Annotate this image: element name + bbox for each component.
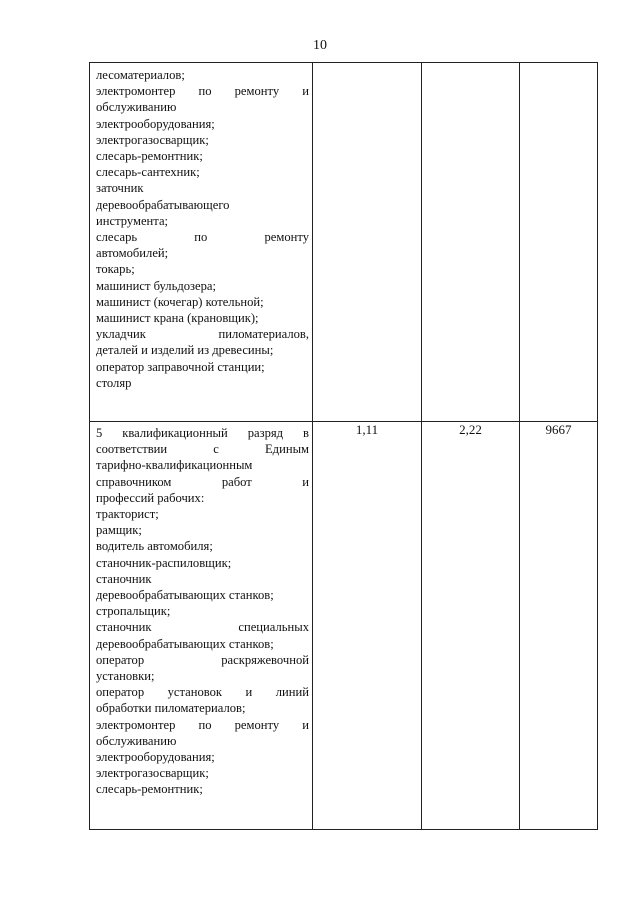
description-line: заточник (96, 181, 144, 196)
description-line: слесарь-ремонтник; (96, 149, 203, 163)
salary-cell: 9667 (520, 422, 598, 830)
profession-description-cell (90, 422, 313, 830)
description-line: укладчик пиломатериалов, (96, 327, 309, 342)
description-line: обслуживанию (96, 100, 177, 115)
description-line: электромонтер по ремонту и (96, 717, 309, 732)
description-line: установки; (96, 668, 155, 683)
description-line: деревообрабатывающего (96, 197, 230, 212)
description-line: электрогазосварщик; (96, 766, 209, 781)
description-line: станочник-распиловщик; (96, 555, 232, 570)
description-line: тарифно-квалификационным (96, 458, 253, 473)
description-line: машинист бульдозера; (96, 278, 216, 293)
description-line: водитель автомобиля; (96, 539, 213, 554)
description-line: справочником работ и (96, 474, 309, 489)
description-line: электромонтер по ремонту и (96, 84, 309, 99)
description-line: деталей и изделий из древесины; (96, 343, 274, 358)
description-line: обработки пиломатериалов; (96, 701, 246, 716)
description-line: оператор раскряжевочной (96, 652, 309, 667)
salary-table (89, 62, 598, 830)
description-line: рамщик; (96, 523, 142, 538)
description-line: слесарь по ремонту (96, 230, 309, 245)
description-line: машинист (кочегар) котельной; (96, 294, 264, 309)
description-line: слесарь-ремонтник; (96, 782, 203, 797)
description-line: электрогазосварщик; (96, 132, 209, 147)
description-line: соответствии с Единым (96, 442, 309, 457)
description-line: токарь; (96, 262, 135, 277)
description-line: инструмента; (96, 213, 169, 228)
description-line: деревообрабатывающих станков; (96, 636, 274, 651)
coefficient-cell: 1,11 (313, 422, 422, 830)
description-line: столяр (96, 375, 132, 390)
table-row (90, 422, 598, 830)
profession-description-cell (90, 63, 313, 422)
salary-cell (520, 63, 598, 422)
page-number: 10 (313, 38, 327, 53)
description-line: станочник (96, 571, 152, 586)
description-line: слесарь-сантехник; (96, 165, 200, 180)
description-line: оператор заправочной станции; (96, 359, 265, 374)
description-line: лесоматериалов; (96, 68, 185, 82)
description-line: тракторист; (96, 506, 159, 521)
profession-lines (90, 422, 312, 829)
description-line: стропальщик; (96, 604, 171, 619)
description-line: автомобилей; (96, 246, 169, 261)
profession-lines (90, 63, 312, 421)
ratio-cell (422, 63, 520, 422)
table-row (90, 63, 598, 422)
description-line: станочник специальных (96, 620, 309, 635)
description-line: машинист крана (крановщик); (96, 311, 259, 326)
description-line: оператор установок и линий (96, 685, 309, 700)
description-line: 5 квалификационный разряд в (96, 426, 309, 440)
description-line: профессий рабочих: (96, 490, 205, 505)
description-line: электрооборудования; (96, 116, 215, 131)
coefficient-cell (313, 63, 422, 422)
ratio-cell: 2,22 (422, 422, 520, 830)
description-line: электрооборудования; (96, 749, 215, 764)
description-line: обслуживанию (96, 733, 177, 748)
description-line: деревообрабатывающих станков; (96, 587, 274, 602)
